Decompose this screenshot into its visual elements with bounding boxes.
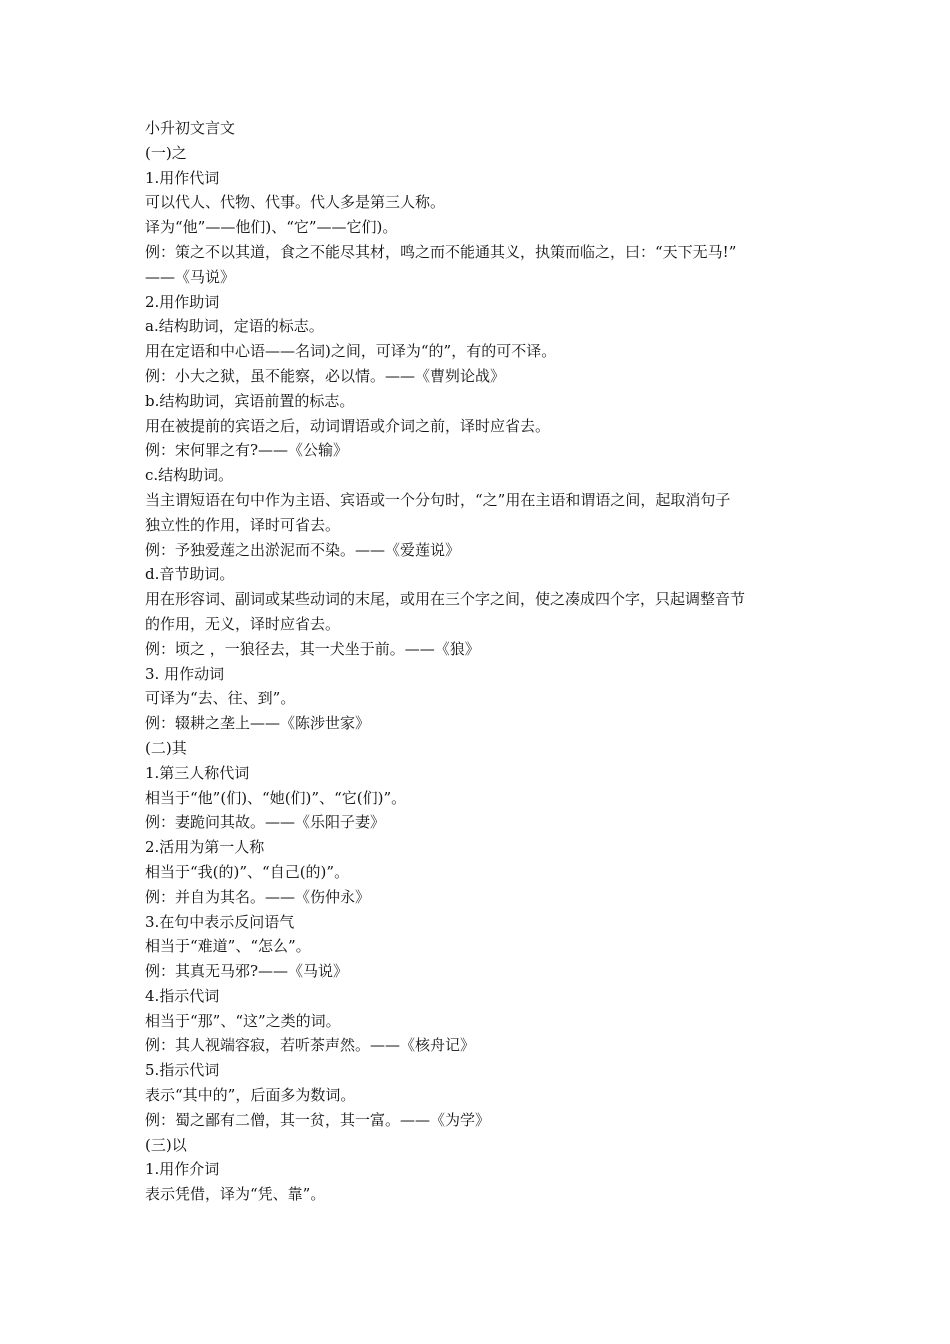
- text-line: b.结构助词，宾语前置的标志。: [145, 391, 355, 410]
- text-line: 用在形容词、副词或某些动词的末尾，或用在三个字之间，使之凑成四个字，只起调整音节: [145, 590, 746, 609]
- text-line: 1.用作代词: [145, 168, 220, 187]
- text-line: 3.在句中表示反问语气: [145, 912, 295, 931]
- text-line: 相当于“他”(们)、“她(们)”、“它(们)”。: [145, 788, 407, 807]
- text-line: 例：予独爱莲之出淤泥而不染。——《爱莲说》: [145, 540, 461, 559]
- text-line: 1.第三人称代词: [145, 763, 250, 782]
- text-line: d.音节助词。: [145, 565, 235, 584]
- text-line: 独立性的作用，译时可省去。: [145, 515, 341, 534]
- text-line: (二)其: [145, 738, 187, 757]
- text-line: a.结构助词，定语的标志。: [145, 317, 324, 336]
- text-line: 相当于“难道”、“怎么”。: [145, 937, 311, 956]
- text-line: 可以代人、代物、代事。代人多是第三人称。: [145, 193, 446, 212]
- text-line: 的作用，无义，译时应省去。: [145, 614, 341, 633]
- text-line: 用在被提前的宾语之后，动词谓语或介词之前，译时应省去。: [145, 416, 551, 435]
- text-line: 4.指示代词: [145, 986, 220, 1005]
- text-line: 例：小大之狱，虽不能察，必以情。——《曹刿论战》: [145, 366, 506, 385]
- text-line: (一)之: [145, 143, 187, 162]
- text-line: 例：妻跪问其故。——《乐阳子妻》: [145, 813, 386, 832]
- document-body: [145, 116, 815, 1207]
- text-line: 例：蜀之鄙有二僧，其一贫，其一富。——《为学》: [145, 1110, 491, 1129]
- text-line: 例：其人视端容寂，若听茶声然。——《核舟记》: [145, 1036, 476, 1055]
- text-line: 例：策之不以其道，食之不能尽其材，鸣之而不能通其义，执策而临之，曰：“天下无马!”: [145, 242, 737, 261]
- text-line: 例：并自为其名。——《伤仲永》: [145, 887, 371, 906]
- text-line: c.结构助词。: [145, 466, 234, 485]
- text-line: 表示凭借，译为“凭、靠”。: [145, 1185, 326, 1204]
- document-title: 小升初文言文: [145, 119, 236, 137]
- text-line: 1.用作介词: [145, 1160, 220, 1179]
- text-line: 译为“他”——他们)、“它”——它们)。: [145, 218, 398, 237]
- text-line: 例：其真无马邪?——《马说》: [145, 962, 349, 981]
- text-line: 3. 用作动词: [145, 664, 225, 683]
- text-line: 2.用作助词: [145, 292, 220, 311]
- text-line: (三)以: [145, 1135, 187, 1154]
- text-line: 当主谓短语在句中作为主语、宾语或一个分句时，“之”用在主语和谓语之间，起取消句子: [145, 490, 731, 509]
- text-line: 2.活用为第一人称: [145, 838, 265, 857]
- text-line: ——《马说》: [145, 267, 236, 286]
- text-line: 可译为“去、往、到”。: [145, 689, 296, 708]
- text-line: 例：顷之 ，一狼径去，其一犬坐于前。——《狼》: [145, 639, 480, 658]
- text-line: 例：宋何罪之有?——《公输》: [145, 441, 349, 460]
- text-line: 相当于“我(的)”、“自己(的)”。: [145, 862, 350, 881]
- text-line: 例：辍耕之垄上——《陈涉世家》: [145, 714, 371, 733]
- text-line: 相当于“那”、“这”之类的词。: [145, 1011, 341, 1030]
- text-line: 表示“其中的”，后面多为数词。: [145, 1086, 356, 1105]
- text-line: 5.指示代词: [145, 1061, 220, 1080]
- text-line: 用在定语和中心语——名词)之间，可译为“的”，有的可不译。: [145, 342, 557, 361]
